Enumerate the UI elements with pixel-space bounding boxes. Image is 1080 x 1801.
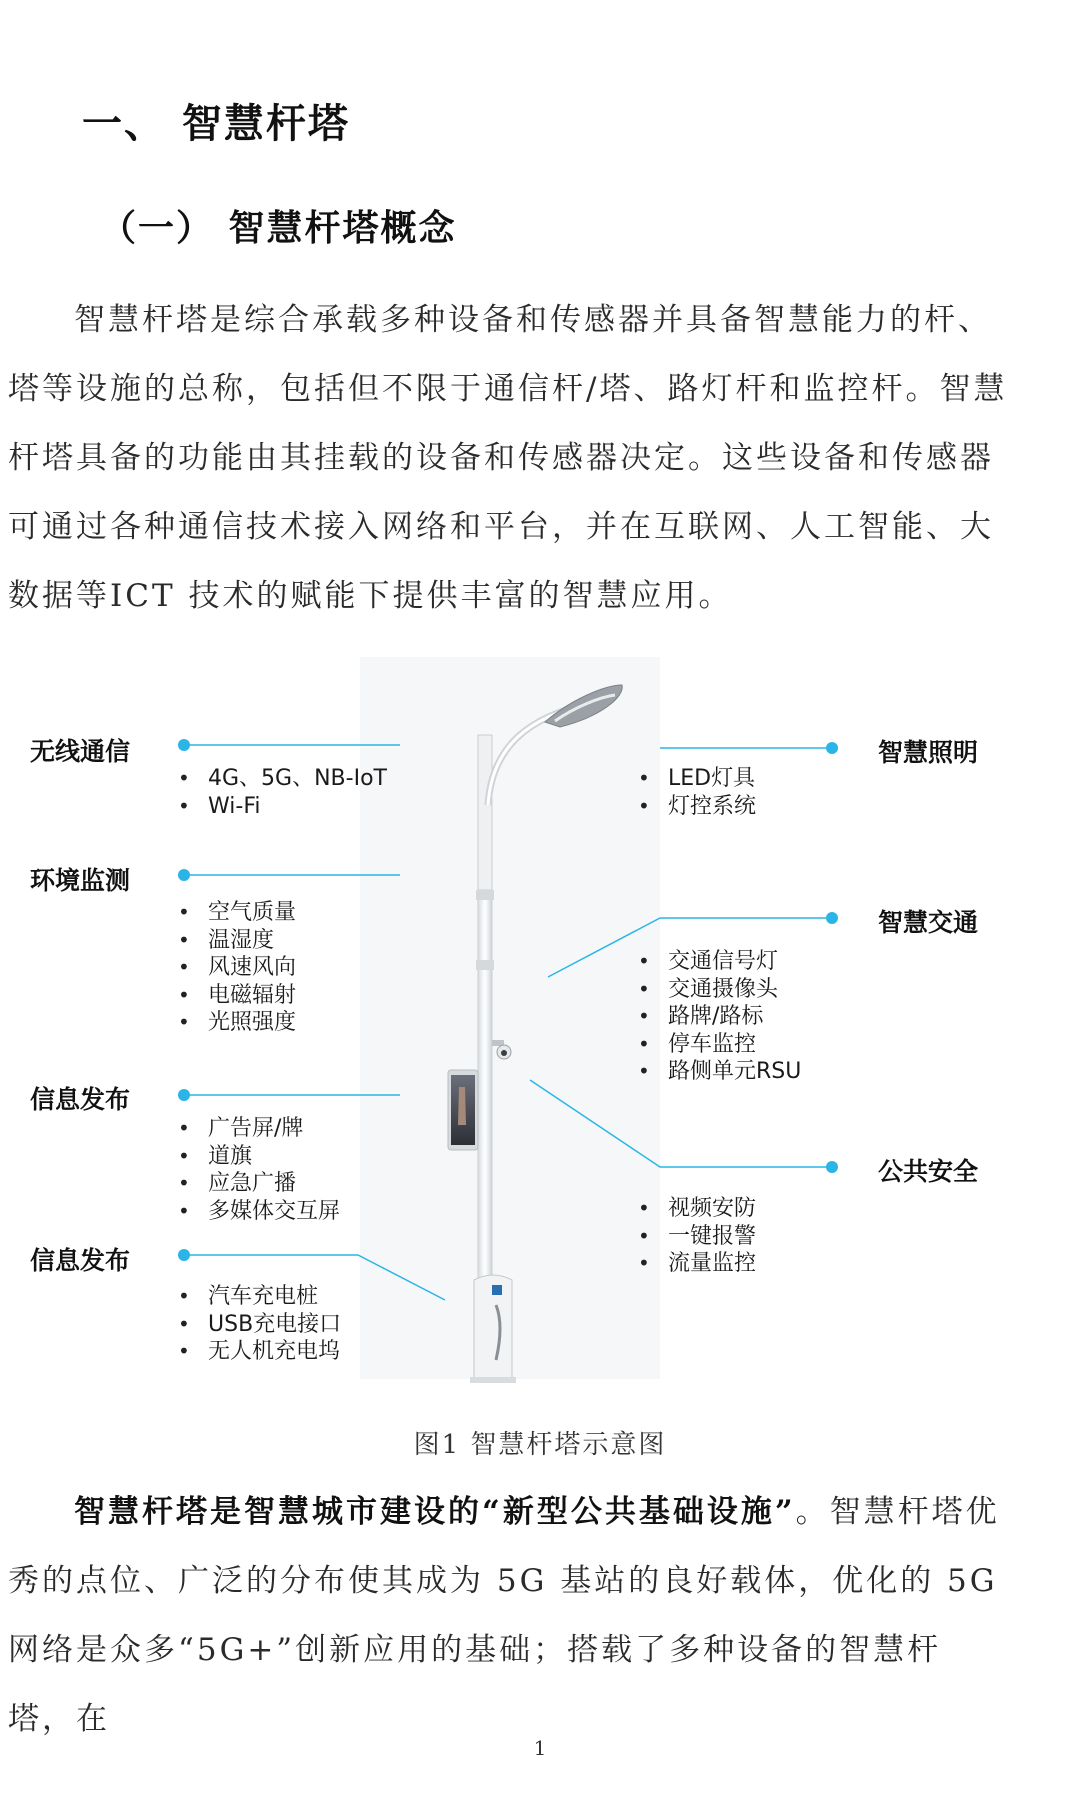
list-item: • 空气质量 xyxy=(178,899,296,927)
list-item: • 温湿度 xyxy=(178,927,296,955)
list-item: • 流量监控 xyxy=(638,1250,756,1278)
category-list xyxy=(178,1283,341,1366)
list-item: • 交通信号灯 xyxy=(638,948,801,976)
list-item: • 一键报警 xyxy=(638,1223,756,1251)
intro-paragraph: 智慧杆塔是综合承载多种设备和传感器并具备智慧能力的杆、塔等设施的总称，包括但不限于通信杆/塔、路灯杆和监控杆。智慧杆塔具备的功能由其挂载的设备和传感器决定。这些设备和传感器可通过各种通信技术接入网络和平台，并在互联网、人工智能、大数据等ICT 技术的赋能下提供丰富的智慧应用。 xyxy=(8,302,1008,614)
bold-lead-sentence: 智慧杆塔是智慧城市建设的“新型公共基础设施” xyxy=(74,1494,796,1530)
list-item: • 广告屏/牌 xyxy=(178,1115,340,1143)
category-list xyxy=(638,765,756,820)
list-item: • 应急广播 xyxy=(178,1170,340,1198)
list-item: • 停车监控 xyxy=(638,1031,801,1059)
section-heading: 一、 智慧杆塔 xyxy=(82,101,350,147)
subsection-heading: （一） 智慧杆塔概念 xyxy=(100,208,457,249)
category-title: 信息发布 xyxy=(30,1085,131,1114)
list-item: • 路侧单元RSU xyxy=(638,1058,801,1086)
category-title: 信息发布 xyxy=(30,1246,131,1275)
category-list xyxy=(178,765,387,820)
category-list xyxy=(638,948,801,1086)
list-item: • 汽车充电桩 xyxy=(178,1283,341,1311)
list-item: • LED灯具 xyxy=(638,765,756,793)
body-paragraph xyxy=(8,1478,1008,1754)
list-item: • 光照强度 xyxy=(178,1009,296,1037)
list-item: • 4G、5G、NB-IoT xyxy=(178,765,387,793)
list-item: • 风速风向 xyxy=(178,954,296,982)
list-item: • 无人机充电坞 xyxy=(178,1338,341,1366)
smart-pole-figure xyxy=(0,655,1080,1390)
category-list xyxy=(638,1195,756,1278)
list-item: • Wi-Fi xyxy=(178,793,387,821)
photo-background xyxy=(360,657,660,1379)
category-list xyxy=(178,1115,340,1225)
category-list xyxy=(178,899,296,1037)
list-item: • 路牌/路标 xyxy=(638,1003,801,1031)
list-item: • 灯控系统 xyxy=(638,793,756,821)
figure-caption: 图1 智慧杆塔示意图 xyxy=(413,1430,667,1460)
right-connector-dots xyxy=(826,742,838,1173)
paragraph-text: 。智慧杆塔优秀的点位、广泛的分布使其成为 5G 基站的良好载体，优化的 5G 网络是众多“5G+”创新应用的基础；搭载了多种设备的智慧杆塔，在 xyxy=(8,1494,1000,1737)
list-item: • 电磁辐射 xyxy=(178,982,296,1010)
category-title: 公共安全 xyxy=(878,1157,979,1186)
category-title: 无线通信 xyxy=(30,737,131,766)
list-item: • 交通摄像头 xyxy=(638,976,801,1004)
category-title: 智慧照明 xyxy=(878,738,979,767)
list-item: • USB充电接口 xyxy=(178,1311,341,1339)
list-item: • 道旗 xyxy=(178,1143,340,1171)
list-item: • 视频安防 xyxy=(638,1195,756,1223)
page-number: 1 xyxy=(533,1736,547,1760)
category-title: 环境监测 xyxy=(30,866,131,895)
list-item: • 多媒体交互屏 xyxy=(178,1198,340,1226)
category-title: 智慧交通 xyxy=(878,908,979,937)
